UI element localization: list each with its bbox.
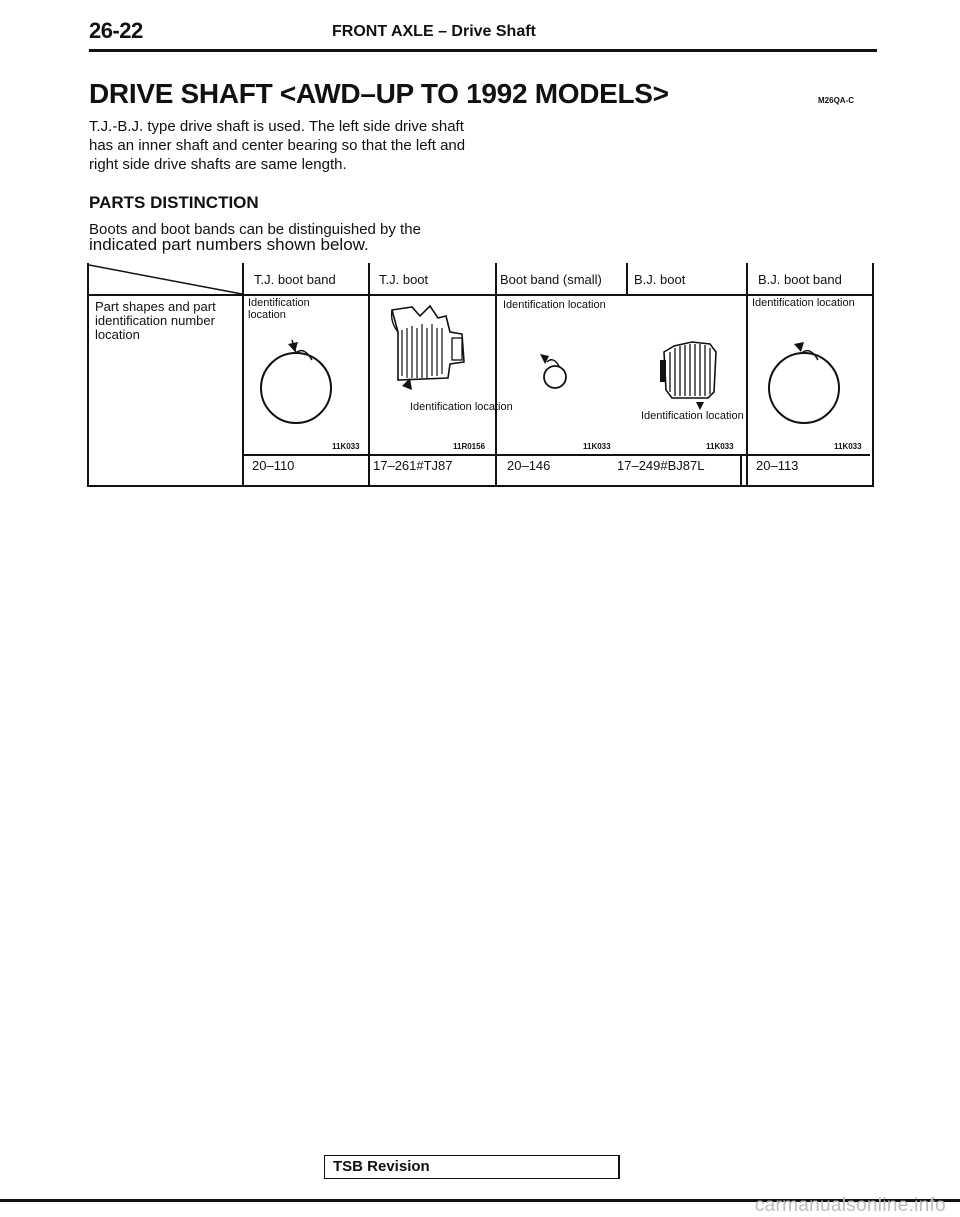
watermark: carmanualsonline.info <box>754 1195 946 1216</box>
parts-distinction-heading: PARTS DISTINCTION <box>89 193 259 212</box>
part-number: 20–110 <box>252 458 295 473</box>
identification-label: Identification location <box>641 410 744 422</box>
boot-band-small-illustration <box>535 352 575 392</box>
table-row-rule <box>242 454 870 456</box>
header-title: FRONT AXLE – Drive Shaft <box>332 23 536 40</box>
intro-paragraph: T.J.-B.J. type drive shaft is used. The left side drive shaft has an inner shaft and center bearing so that the left and right side drive shafts are same length. <box>89 118 466 173</box>
col-header-tj-boot-band: T.J. boot band <box>254 272 336 287</box>
col-divider-4a <box>626 263 628 296</box>
figure-code: 11R0156 <box>453 442 486 451</box>
figure-code: 11K033 <box>332 442 360 451</box>
tsb-revision-label: TSB Revision <box>333 1158 430 1175</box>
col-header-boot-band-small: Boot band (small) <box>500 272 602 287</box>
tj-boot-illustration <box>378 302 488 392</box>
parts-distinction-text-2: indicated part numbers shown below. <box>89 235 369 254</box>
table-bottom-rule <box>87 485 874 487</box>
col-divider-2 <box>368 263 370 485</box>
col-divider-5 <box>746 263 748 485</box>
col-header-bj-boot-band: B.J. boot band <box>758 272 842 287</box>
figure-code: 11K033 <box>834 442 862 451</box>
bj-boot-illustration <box>652 330 732 410</box>
figure-code: 11K033 <box>706 442 734 451</box>
page-number: 26-22 <box>89 18 143 43</box>
parts-distinction-text: Boots and boot bands can be distinguished by the <box>89 221 421 238</box>
header-rule <box>89 49 877 52</box>
tj-boot-band-illustration <box>252 338 352 440</box>
col-header-tj-boot: T.J. boot <box>379 272 429 287</box>
part-number: 20–113 <box>756 458 799 473</box>
col-divider-1 <box>242 263 244 485</box>
figure-code: 11K033 <box>583 442 611 451</box>
part-number: 17–249#BJ87L <box>617 458 705 473</box>
col-divider-5b <box>740 454 742 485</box>
identification-label: Identification location <box>410 401 513 413</box>
part-number: 20–146 <box>507 458 551 473</box>
col-header-bj-boot: B.J. boot <box>634 272 686 287</box>
identification-label: Identification location <box>248 297 310 321</box>
section-title: DRIVE SHAFT <AWD–UP TO 1992 MODELS> <box>89 78 669 109</box>
bj-boot-band-illustration <box>758 338 858 440</box>
table-border-right <box>872 263 874 487</box>
part-number: 17–261#TJ87 <box>373 458 453 473</box>
row-label: Part shapes and part identification number location <box>95 299 216 342</box>
identification-label: Identification location <box>503 299 606 311</box>
section-code: M26QA-C <box>818 96 855 105</box>
diagonal-header-cell <box>89 263 243 296</box>
table-border-left <box>87 263 89 487</box>
identification-label: Identification location <box>752 297 855 309</box>
col-divider-3 <box>495 263 497 485</box>
